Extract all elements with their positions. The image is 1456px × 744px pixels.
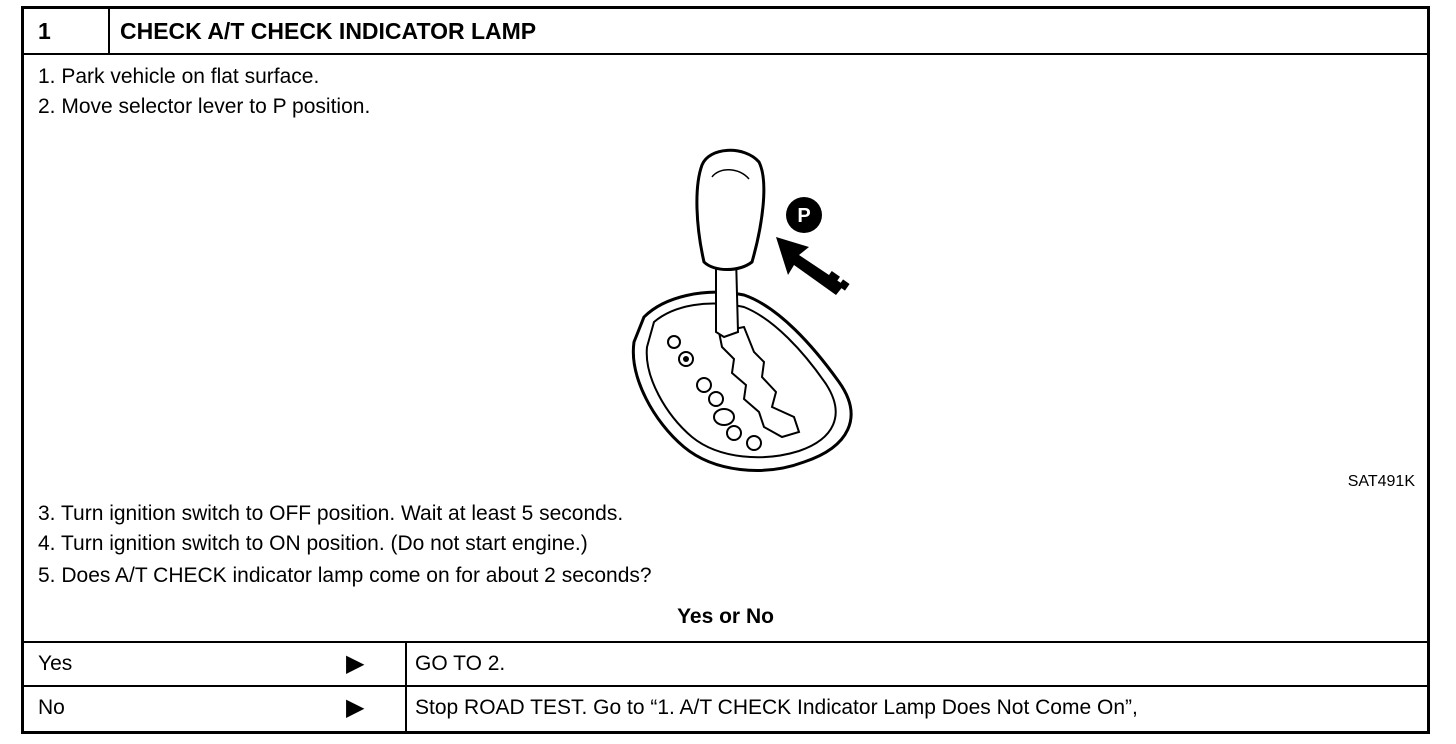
procedure-table — [21, 6, 1430, 734]
instruction-step-4: 4. Turn ignition switch to ON position. (Do not start engine.) — [38, 532, 588, 555]
figure-id: SAT491K — [1347, 473, 1415, 490]
result-action: GO TO 2. — [405, 643, 505, 685]
step-number: 1 — [24, 9, 110, 53]
instruction-step-1: 1. Park vehicle on flat surface. — [38, 65, 320, 88]
step-title: CHECK A/T CHECK INDICATOR LAMP — [120, 18, 537, 44]
p-callout-label: P — [797, 205, 811, 227]
selector-lever-illustration — [604, 137, 874, 487]
instruction-step-5: 5. Does A/T CHECK indicator lamp come on for about 2 seconds? — [38, 564, 652, 587]
result-action: Stop ROAD TEST. Go to “1. A/T CHECK Indicator Lamp Does Not Come On”, — [405, 687, 1138, 731]
arrow-right-icon: ▶ — [346, 650, 365, 677]
arrow-right-icon: ▶ — [346, 694, 365, 721]
yes-or-no-question: Yes or No — [677, 605, 774, 628]
result-label: Yes — [38, 652, 73, 675]
table-header — [24, 9, 1427, 55]
result-row-no — [24, 685, 1427, 731]
instruction-step-3: 3. Turn ignition switch to OFF position. Wait at least 5 seconds. — [38, 502, 624, 525]
instruction-step-2: 2. Move selector lever to P position. — [38, 95, 371, 118]
result-label: No — [38, 696, 65, 719]
result-row-yes — [24, 641, 1427, 685]
